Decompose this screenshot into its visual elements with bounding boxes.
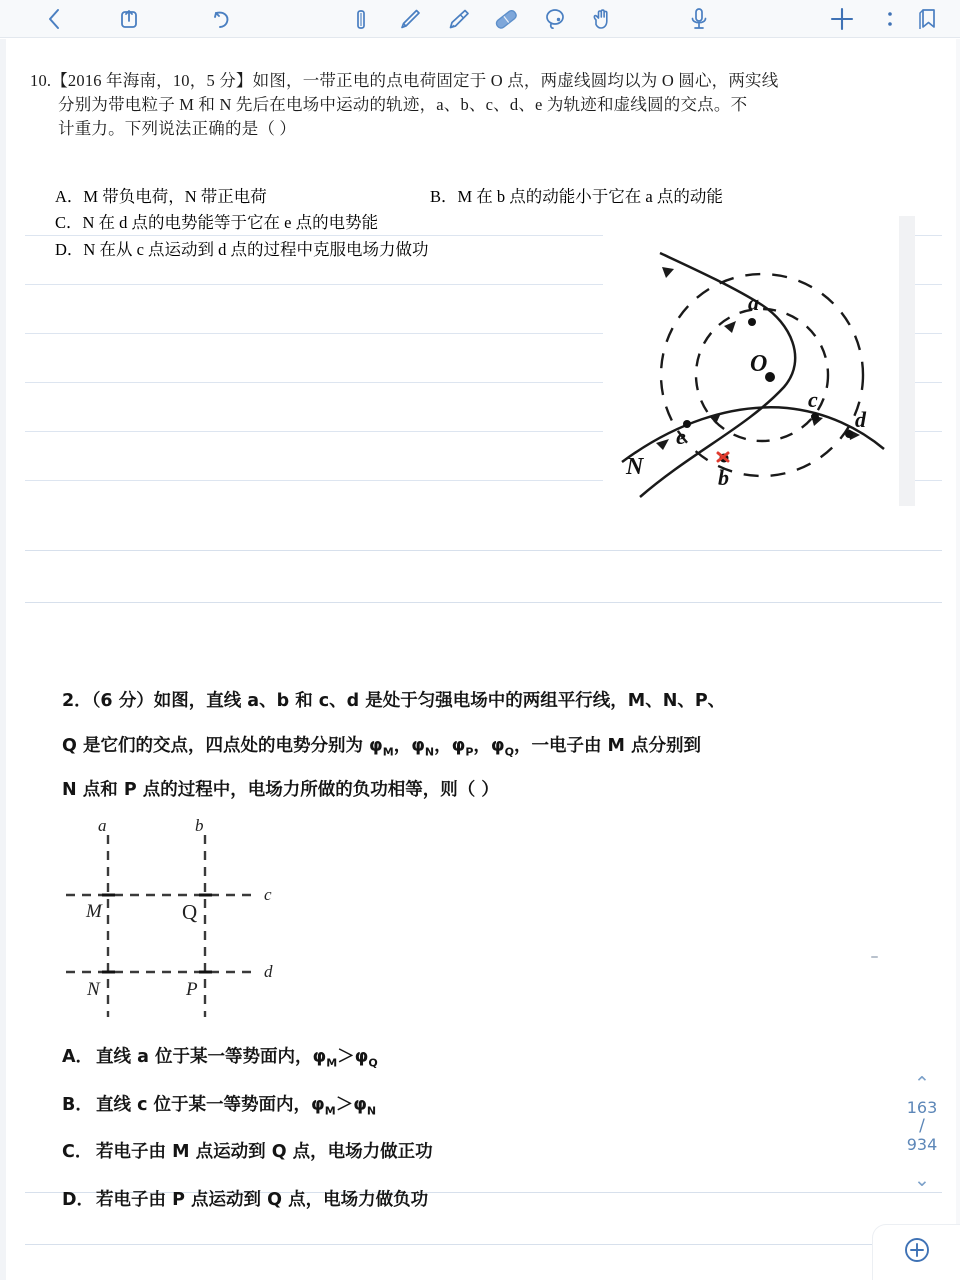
rule-line — [25, 431, 603, 432]
label-b: b — [718, 465, 729, 490]
app-toolbar — [0, 0, 960, 38]
arrow-marker — [724, 321, 736, 333]
pencil-icon[interactable] — [396, 0, 424, 38]
rule-line — [25, 1244, 942, 1245]
zoom-panel — [872, 1224, 960, 1280]
total-pages: 934 — [906, 1135, 938, 1154]
q2-option-a[interactable]: A． 直线 a 位于某一等势面内，$\varphi_M>\varphi_Q$ — [62, 1047, 378, 1070]
ruler-pen-icon[interactable] — [349, 0, 373, 38]
question-10-figure — [612, 247, 902, 517]
page-down-button[interactable]: ⌄ — [914, 1169, 930, 1191]
q10-line-1: 10.【2016 年海南，10，5 分】如图，一带正电的点电荷固定于 O 点，两虚线圆均以为 O 圆心，两实线 — [30, 71, 779, 90]
point-c — [811, 413, 819, 421]
rule-line — [25, 480, 603, 481]
rule-line — [25, 333, 603, 334]
question-10-options — [55, 184, 723, 263]
q2-line-1: 2．（6 分）如图，直线 a、b 和 c、d 是处于匀强电场中的两组平行线，M、N、P、 — [62, 691, 726, 711]
label-m: M — [86, 901, 102, 922]
more-icon[interactable] — [881, 0, 899, 38]
label-n: N — [87, 979, 100, 1000]
arrow-marker — [709, 413, 721, 424]
rule-line — [25, 602, 942, 603]
rule-line — [25, 382, 603, 383]
hand-icon[interactable] — [588, 0, 616, 38]
point-a — [748, 318, 756, 326]
q10-option-c[interactable]: C．N 在 d 点的电势能等于它在 e 点的电势能 — [55, 213, 379, 233]
label-n: N — [626, 454, 644, 480]
label-c: c — [808, 387, 818, 412]
question-2-stem — [62, 679, 922, 813]
page-left-margin — [0, 39, 6, 1280]
label-a: a — [98, 817, 107, 835]
eraser-icon[interactable] — [491, 0, 521, 38]
label-b: b — [195, 817, 204, 835]
stray-ink-mark — [871, 956, 878, 958]
q2-option-d[interactable]: D． 若电子由 P 点运动到 Q 点，电场力做负功 — [62, 1189, 429, 1210]
rule-line — [25, 550, 942, 551]
label-a: a — [748, 290, 759, 315]
page-slash: / — [919, 1116, 925, 1136]
label-d: d — [264, 962, 273, 981]
lasso-icon[interactable] — [541, 0, 569, 38]
label-e: e — [676, 424, 686, 449]
arrow-marker — [656, 439, 669, 450]
page-right-margin — [956, 39, 960, 1280]
current-page: 163 — [906, 1098, 938, 1117]
bookmark-icon[interactable] — [914, 0, 942, 38]
rule-line — [25, 284, 603, 285]
undo-icon[interactable] — [208, 0, 234, 38]
q10-line-3: 计重力。下列说法正确的是（ ） — [58, 118, 297, 138]
q2-line-2: Q 是它们的交点，四点处的电势分别为 $\varphi_M$，$\varphi_N$，$\varphi_P$，$\varphi_Q$，一电子由 M 点分别到 — [62, 735, 702, 759]
document-page[interactable] — [0, 39, 960, 1280]
page-indicator — [898, 1071, 946, 1193]
q10-option-b[interactable]: B．M 在 b 点的动能小于它在 a 点的动能 — [430, 187, 723, 206]
label-q: Q — [182, 900, 198, 924]
q2-option-b[interactable]: B． 直线 c 位于某一等势面内，$\varphi_M>\varphi_N$ — [62, 1094, 377, 1118]
label-p: P — [186, 979, 198, 1000]
label-c: c — [264, 885, 272, 904]
point-d — [845, 430, 853, 438]
back-icon[interactable] — [42, 0, 68, 38]
arrow-marker — [662, 267, 674, 278]
microphone-icon[interactable] — [686, 0, 712, 38]
highlighter-icon[interactable] — [444, 0, 472, 38]
q2-line-3: N 点和 P 点的过程中，电场力所做的负功相等，则（ ） — [62, 780, 499, 801]
q10-option-row-ab — [55, 184, 723, 210]
page-up-button[interactable]: ⌃ — [914, 1073, 930, 1095]
question-2-figure — [62, 817, 312, 1025]
q2-option-c[interactable]: C． 若电子由 M 点运动到 Q 点，电场力做正功 — [62, 1142, 433, 1163]
label-o: O — [750, 351, 768, 377]
plus-icon[interactable] — [827, 0, 857, 38]
label-d: d — [855, 407, 866, 432]
q10-option-d[interactable]: D．N 在从 c 点运动到 d 点的过程中克服电场力做功 — [55, 239, 429, 259]
export-icon[interactable] — [116, 0, 142, 38]
question-10-stem — [30, 69, 900, 141]
q10-option-a[interactable]: A．M 带负电荷，N 带正电荷 — [55, 187, 267, 206]
zoom-in-icon[interactable] — [902, 1235, 932, 1270]
q10-line-2: 分别为带电粒子 M 和 N 先后在电场中运动的轨迹，a、b、c、d、e 为轨迹和虚线圆的交点。不 — [58, 94, 748, 114]
question-2-options — [62, 1034, 433, 1224]
